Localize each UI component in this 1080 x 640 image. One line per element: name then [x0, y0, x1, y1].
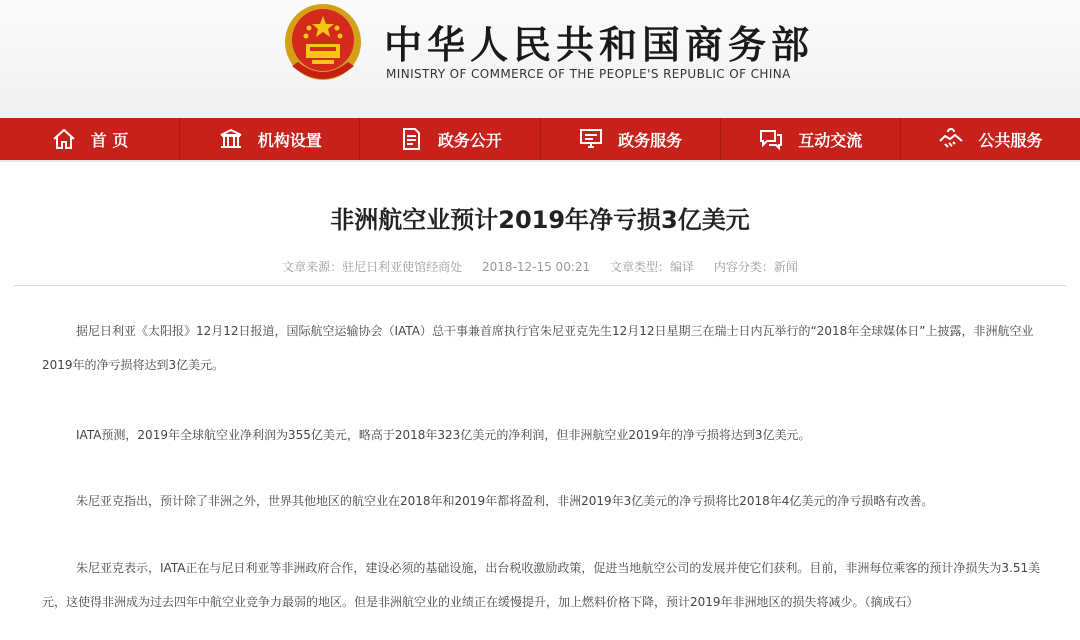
article-title: 非洲航空业预计2019年净亏损3亿美元: [330, 206, 750, 234]
nav-item-institution[interactable]: [180, 118, 360, 160]
article-category: 内容分类：新闻: [713, 260, 798, 274]
article-paragraph: IATA预测，2019年全球航空业净利润为355亿美元，略高于2018年323亿美元的净利润，但非洲航空业2019年的净亏损将达到3亿美元。: [76, 428, 811, 442]
document-icon: [398, 127, 424, 151]
nav-item-label: 政务服务: [618, 130, 683, 150]
article-paragraph: 朱尼亚克指出，预计除了非洲之外，世界其他地区的航空业在2018年和2019年都将盈利，非洲2019年3亿美元的净亏损将比2018年4亿美元的净亏损略有改善。: [76, 494, 934, 508]
site-subtitle: MINISTRY OF COMMERCE OF THE PEOPLE'S REPUBLIC OF CHINA: [386, 67, 791, 81]
nav-item-government-affairs[interactable]: [360, 118, 540, 160]
site-header: [0, 0, 1080, 118]
national-emblem-icon[interactable]: [282, 2, 364, 88]
chat-icon: [758, 127, 784, 151]
nav-item-home[interactable]: [0, 118, 180, 160]
article-meta: [0, 258, 1080, 275]
main-nav: [0, 118, 1080, 160]
nav-item-label: 政务公开: [437, 130, 502, 150]
nav-item-label: 首 页: [90, 130, 129, 150]
article-paragraph: 据尼日利亚《太阳报》12月12日报道，国际航空运输协会（IATA）总干事兼首席执行官朱尼亚克先生12月12日星期三在瑞士日内瓦举行的“2018年全球媒体日”上披露，非洲航空业2019年的净亏损将达到3亿美元。: [42, 324, 1034, 372]
nav-item-label: 公共服务: [978, 130, 1043, 150]
monitor-icon: [578, 127, 604, 151]
article-date: 2018-12-15 00:21: [482, 260, 591, 274]
article-source: 文章来源：驻尼日利亚使馆经商处: [282, 260, 463, 274]
nav-item-services[interactable]: [541, 118, 721, 160]
nav-divider: [0, 160, 1080, 162]
nav-item-label: 机构设置: [257, 130, 322, 150]
meta-divider: [14, 285, 1066, 286]
nav-item-interaction[interactable]: [721, 118, 901, 160]
institution-icon: [218, 127, 244, 151]
nav-item-label: 互动交流: [798, 130, 863, 150]
article-type: 文章类型：编译: [609, 260, 694, 274]
home-icon: [51, 127, 77, 151]
nav-item-public-services[interactable]: [901, 118, 1080, 160]
site-title: 中华人民共和国商务部: [384, 23, 815, 67]
handshake-icon: [938, 127, 964, 151]
article-paragraph: 朱尼亚克表示，IATA正在与尼日利亚等非洲政府合作，建设必须的基础设施，出台税收激励政策，促进当地航空公司的发展并使它们获利。目前，非洲每位乘客的预计净损失为3.51美元，这使得非洲成为过去四年中航空业竞争力最弱的地区。但是非洲航空业的业绩正在缓慢提升，加上燃料价格下降，预计2019年非洲地区的损失将减少。（摘成石）: [42, 561, 1041, 609]
